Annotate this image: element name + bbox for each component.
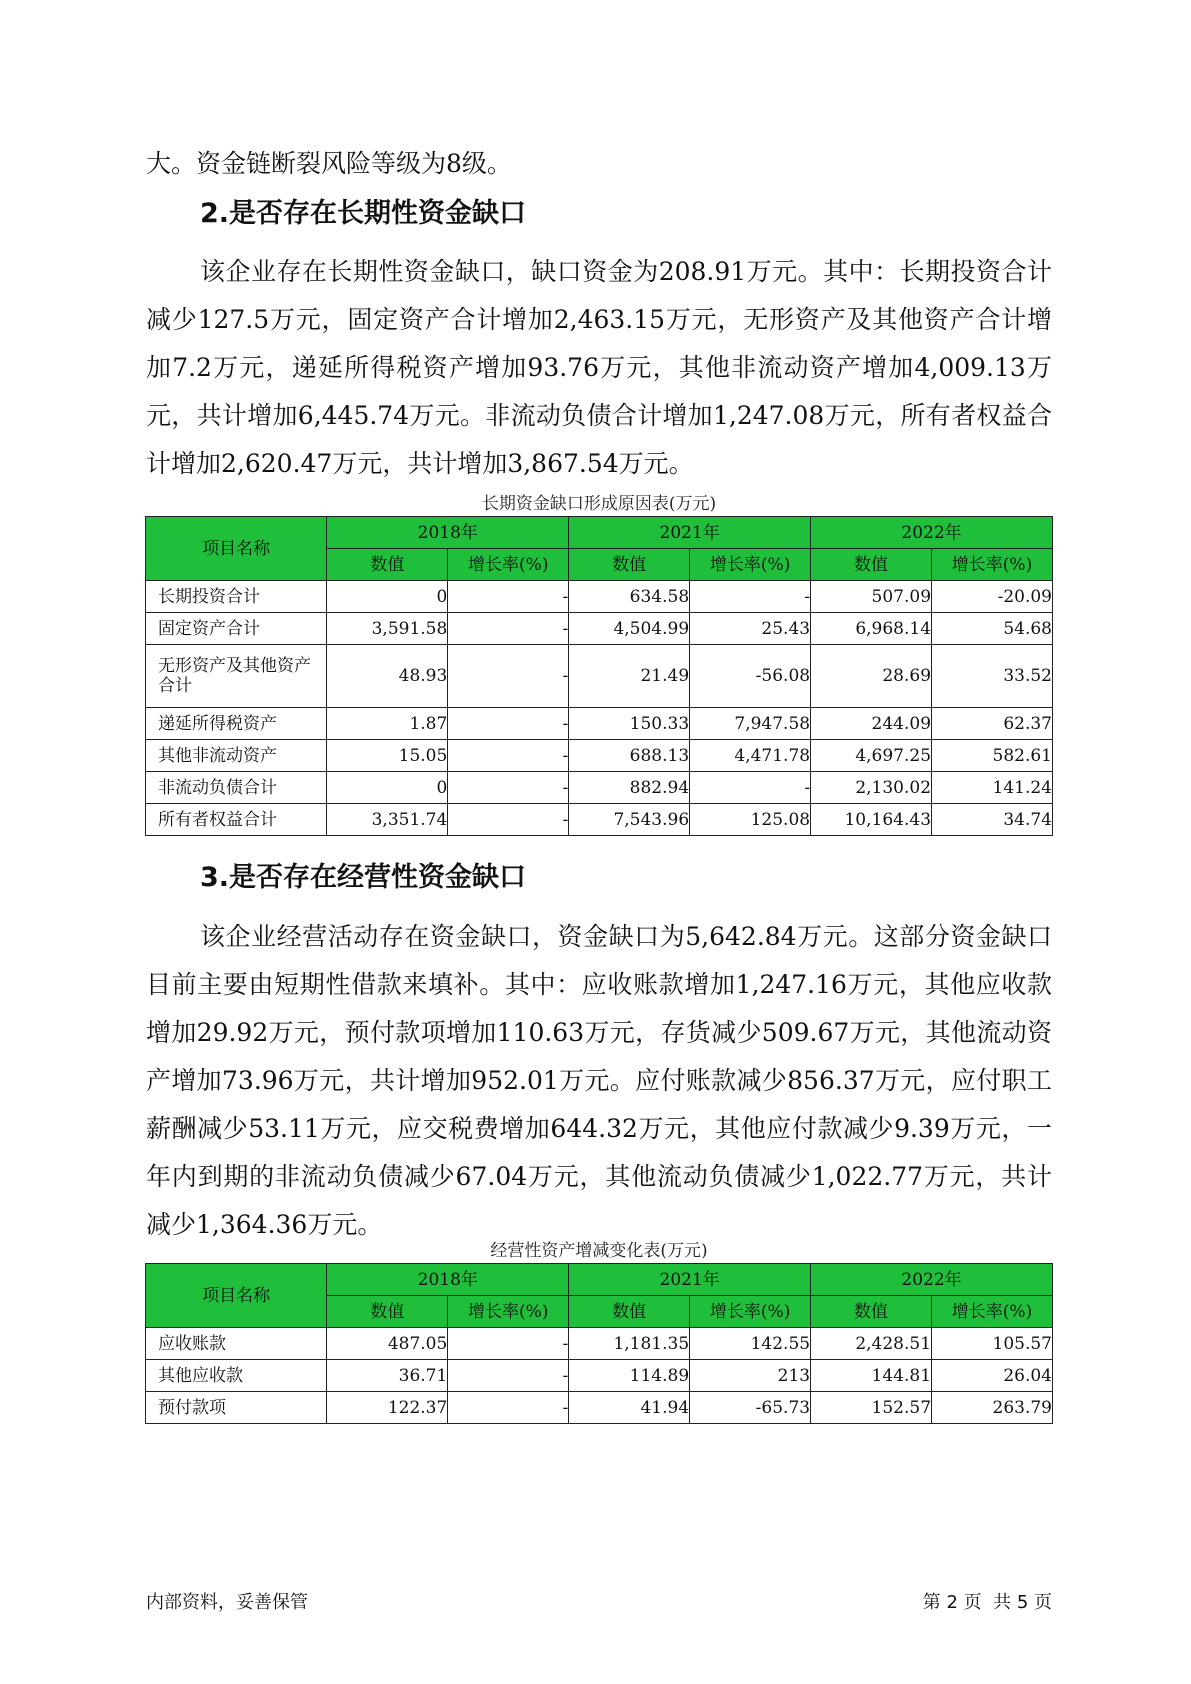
section-2-heading: 2.是否存在长期性资金缺口 [200,198,527,229]
rate-cell: - [448,740,569,772]
rate-cell: 33.52 [932,645,1053,708]
value-cell: 150.33 [569,708,690,740]
value-cell: 1.87 [327,708,448,740]
row-item-name: 递延所得税资产 [146,708,327,740]
value-cell: 507.09 [811,581,932,613]
rate-cell: - [448,645,569,708]
value-cell: 114.89 [569,1360,690,1392]
value-header: 数值 [811,1296,932,1328]
rate-header: 增长率(%) [690,1296,811,1328]
footer-page-number: 第 2 页 共 5 页 [922,1592,1052,1613]
value-cell: 48.93 [327,645,448,708]
value-cell: 2,428.51 [811,1328,932,1360]
value-cell: 7,543.96 [569,804,690,836]
rate-cell: -20.09 [932,581,1053,613]
value-cell: 36.71 [327,1360,448,1392]
table-row [146,645,1053,708]
table-1-year-header: 2022年 [811,517,1053,549]
table-row [146,581,1053,613]
rate-cell: 263.79 [932,1392,1053,1424]
footer-confidential-note: 内部资料，妥善保管 [146,1592,308,1613]
table-row [146,1360,1053,1392]
row-item-name: 固定资产合计 [146,613,327,645]
value-cell: 10,164.43 [811,804,932,836]
value-cell: 122.37 [327,1392,448,1424]
rate-cell: 4,471.78 [690,740,811,772]
rate-cell: 54.68 [932,613,1053,645]
value-cell: 0 [327,772,448,804]
rate-cell: - [448,613,569,645]
value-header: 数值 [327,1296,448,1328]
value-cell: 487.05 [327,1328,448,1360]
value-cell: 41.94 [569,1392,690,1424]
rate-cell: 7,947.58 [690,708,811,740]
rate-header: 增长率(%) [932,549,1053,581]
rate-cell: 26.04 [932,1360,1053,1392]
value-cell: 3,591.58 [327,613,448,645]
value-header: 数值 [569,1296,690,1328]
value-cell: 28.69 [811,645,932,708]
rate-cell: 62.37 [932,708,1053,740]
value-cell: 152.57 [811,1392,932,1424]
rate-cell: - [448,1392,569,1424]
rate-cell: 25.43 [690,613,811,645]
rate-cell: - [448,1328,569,1360]
value-header: 数值 [327,549,448,581]
value-cell: 15.05 [327,740,448,772]
table-1-header-years [146,517,1053,549]
value-cell: 244.09 [811,708,932,740]
row-item-name: 其他应收款 [146,1360,327,1392]
value-cell: 634.58 [569,581,690,613]
table-2-name-header: 项目名称 [146,1264,327,1328]
rate-cell: - [448,804,569,836]
rate-cell: 125.08 [690,804,811,836]
rate-cell: - [690,772,811,804]
table-row [146,708,1053,740]
table-1-year-header: 2018年 [327,517,569,549]
value-cell: 1,181.35 [569,1328,690,1360]
table-2-year-header: 2021年 [569,1264,811,1296]
table-row [146,804,1053,836]
intro-paragraph: 大。资金链断裂风险等级为8级。 [146,149,512,178]
value-cell: 688.13 [569,740,690,772]
rate-cell: 34.74 [932,804,1053,836]
rate-cell: -65.73 [690,1392,811,1424]
value-cell: 144.81 [811,1360,932,1392]
table-2-year-header: 2022年 [811,1264,1053,1296]
table-1-caption: 长期资金缺口形成原因表(万元) [481,494,717,514]
table-2-header-years [146,1264,1053,1296]
value-cell: 0 [327,581,448,613]
value-cell: 21.49 [569,645,690,708]
rate-cell: - [448,708,569,740]
row-item-name: 无形资产及其他资产合计 [146,645,327,708]
table-row [146,1392,1053,1424]
long-term-gap-table [145,516,1053,836]
rate-header: 增长率(%) [932,1296,1053,1328]
rate-cell: 141.24 [932,772,1053,804]
section-3-heading: 3.是否存在经营性资金缺口 [200,862,527,893]
table-1-year-header: 2021年 [569,517,811,549]
rate-header: 增长率(%) [448,549,569,581]
value-header: 数值 [811,549,932,581]
row-item-name: 非流动负债合计 [146,772,327,804]
value-cell: 3,351.74 [327,804,448,836]
rate-cell: - [448,1360,569,1392]
rate-header: 增长率(%) [690,549,811,581]
row-item-name: 长期投资合计 [146,581,327,613]
rate-header: 增长率(%) [448,1296,569,1328]
table-row [146,740,1053,772]
row-item-name: 其他非流动资产 [146,740,327,772]
table-row [146,613,1053,645]
row-item-name: 预付款项 [146,1392,327,1424]
section-3-paragraph: 该企业经营活动存在资金缺口，资金缺口为5,642.84万元。这部分资金缺口目前主要由短期性借款来填补。其中：应收账款增加1,247.16万元，其他应收款增加29.92万元，预付款项增加110.63万元，存货减少509.67万元，其他流动资产增加73.96万元，共计增加952.01万元。应付账款减少856.37万元，应付职工薪酬减少53.11万元，应交税费增加644.32万元，其他应付款减少9.39万元，一年内到期的非流动负债减少67.04万元，其他流动负债减少1,022.77万元，共计减少1,364.36万元。 [146,922,1052,1239]
rate-cell: -56.08 [690,645,811,708]
rate-cell: - [448,581,569,613]
rate-cell: 213 [690,1360,811,1392]
value-cell: 2,130.02 [811,772,932,804]
rate-cell: - [448,772,569,804]
value-header: 数值 [569,549,690,581]
value-cell: 4,504.99 [569,613,690,645]
row-item-name: 所有者权益合计 [146,804,327,836]
rate-cell: 582.61 [932,740,1053,772]
table-1-name-header: 项目名称 [146,517,327,581]
section-2-paragraph: 该企业存在长期性资金缺口，缺口资金为208.91万元。其中：长期投资合计减少127.5万元，固定资产合计增加2,463.15万元，无形资产及其他资产合计增加7.2万元，递延所得税资产增加93.76万元，其他非流动资产增加4,009.13万元，共计增加6,445.74万元。非流动负债合计增加1,247.08万元，所有者权益合计增加2,620.47万元，共计增加3,867.54万元。 [146,257,1052,478]
table-row [146,1328,1053,1360]
table-2-year-header: 2018年 [327,1264,569,1296]
value-cell: 6,968.14 [811,613,932,645]
rate-cell: 142.55 [690,1328,811,1360]
table-row [146,772,1053,804]
value-cell: 882.94 [569,772,690,804]
rate-cell: 105.57 [932,1328,1053,1360]
operating-asset-table [145,1263,1053,1424]
table-2-caption: 经营性资产增减变化表(万元) [490,1241,708,1261]
row-item-name: 应收账款 [146,1328,327,1360]
rate-cell: - [690,581,811,613]
value-cell: 4,697.25 [811,740,932,772]
